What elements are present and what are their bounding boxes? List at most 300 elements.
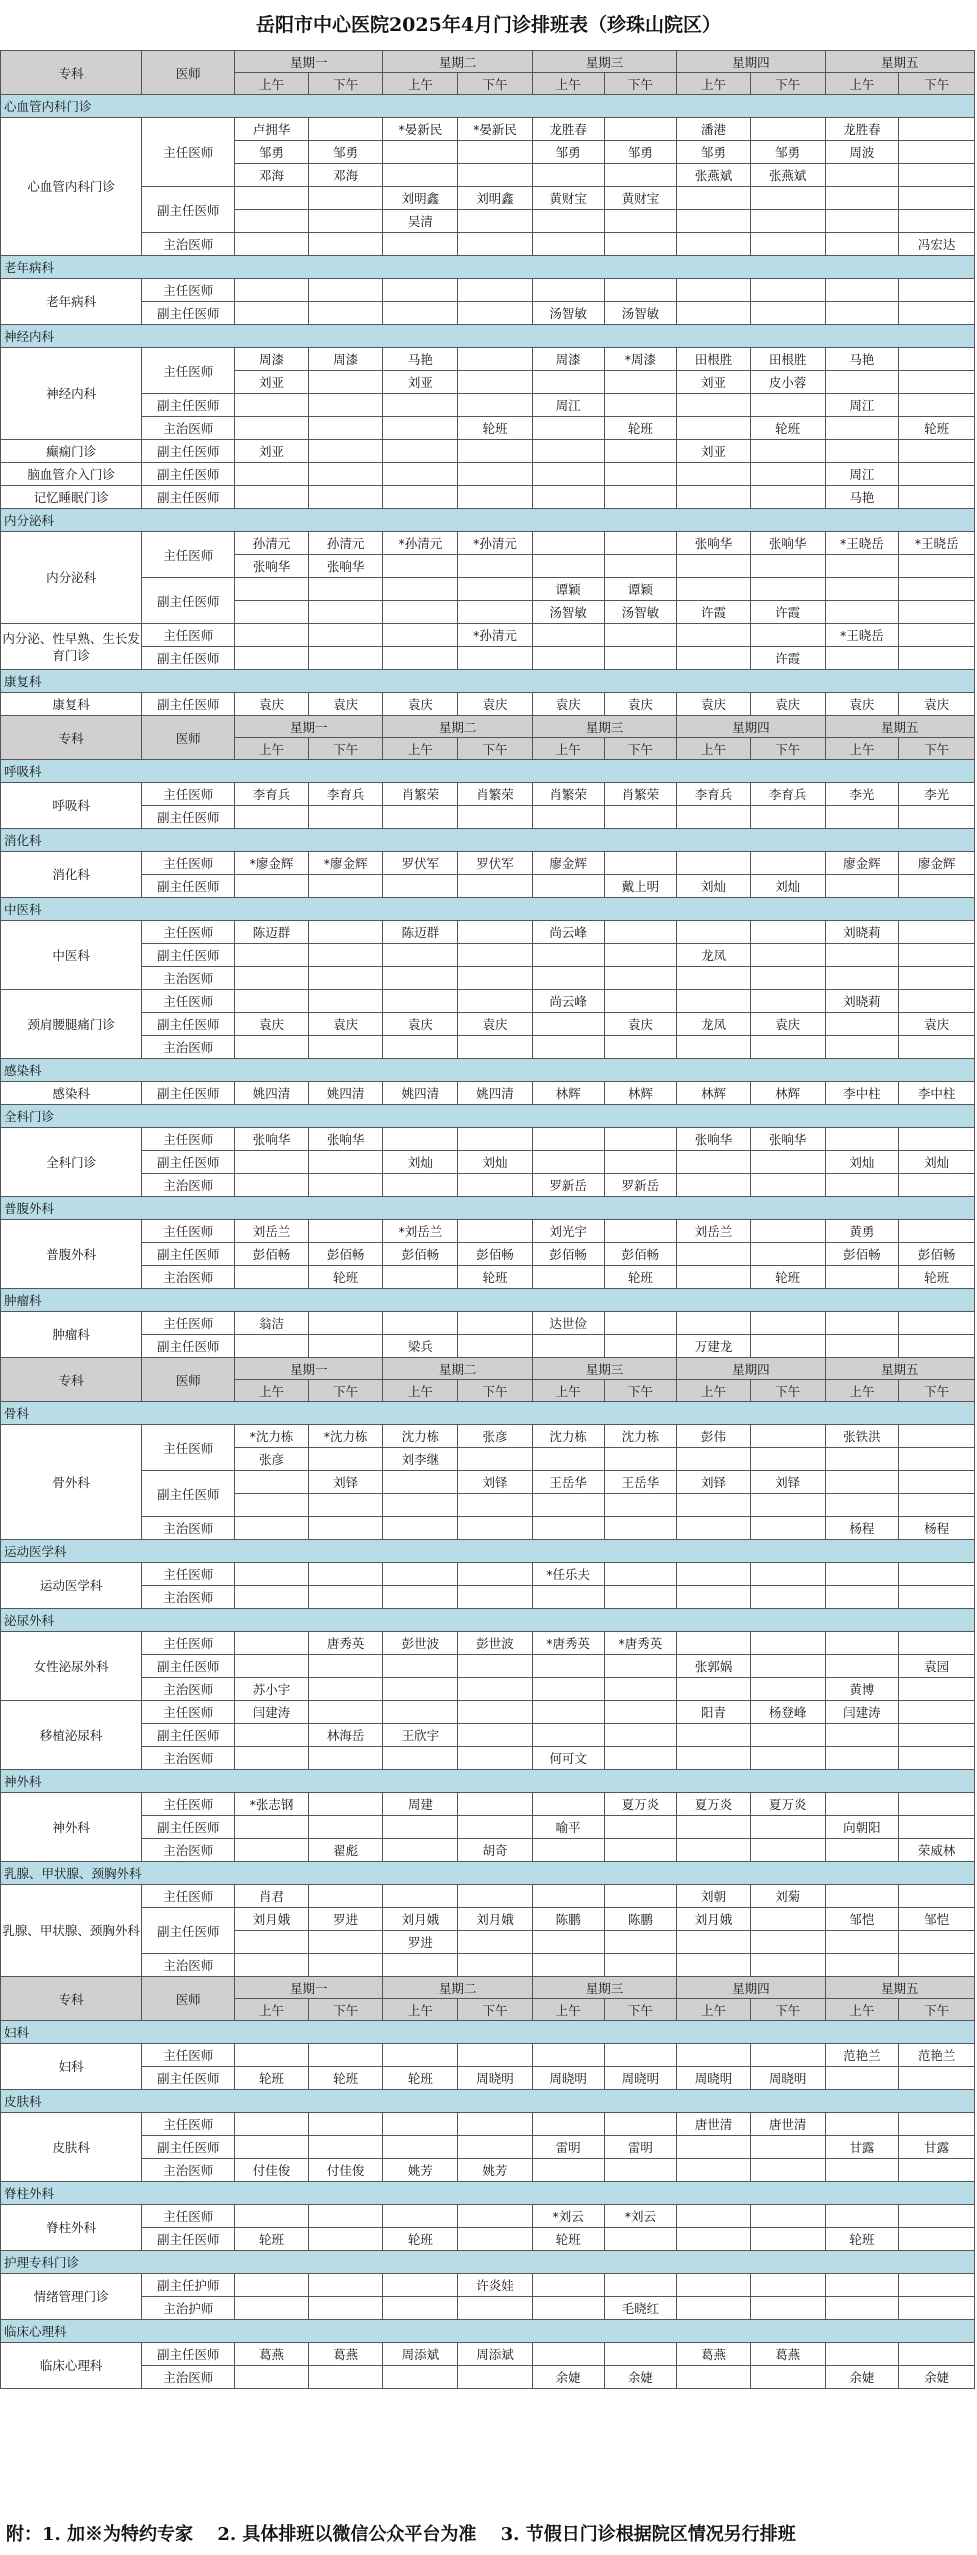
doctor-title: 主任医师 [142,1793,235,1816]
schedule-cell [383,1312,458,1335]
schedule-cell [383,279,458,302]
schedule-cell: 张响华 [750,1128,825,1151]
schedule-cell [235,1747,309,1770]
schedule-cell [677,1632,751,1655]
header-am: 上午 [532,73,604,95]
schedule-cell [677,990,751,1013]
schedule-cell [532,1128,604,1151]
schedule-cell: 姚芳 [383,2159,458,2182]
dept-name: 感染科 [1,1082,142,1105]
schedule-cell [383,1494,458,1517]
schedule-cell [899,302,975,325]
schedule-cell [825,371,899,394]
schedule-cell [458,1312,533,1335]
schedule-cell [825,1724,899,1747]
schedule-cell [750,1448,825,1471]
schedule-cell [899,2159,975,2182]
header-day: 星期三 [532,51,676,73]
schedule-cell [899,1128,975,1151]
schedule-cell [677,1036,751,1059]
table-row [1,2067,975,2090]
schedule-cell [235,967,309,990]
schedule-cell [532,2159,604,2182]
header-am: 上午 [532,1999,604,2021]
schedule-cell: 周江 [825,394,899,417]
dept-name: 肿瘤科 [1,1312,142,1358]
schedule-cell: 谭颖 [532,578,604,601]
table-row [1,921,975,944]
schedule-cell [532,532,604,555]
schedule-cell [899,1174,975,1197]
schedule-cell [899,555,975,578]
schedule-cell: 彭佰畅 [458,1243,533,1266]
schedule-cell [677,921,751,944]
dept-name: 癫痫门诊 [1,440,142,463]
schedule-cell: 刘明鑫 [458,187,533,210]
schedule-cell: 袁庆 [308,1013,383,1036]
schedule-cell [677,486,751,509]
schedule-cell: *沈力栋 [308,1425,383,1448]
schedule-cell [235,394,309,417]
schedule-cell [458,944,533,967]
schedule-cell: 袁庆 [750,693,825,716]
schedule-cell: 陈鹏 [532,1908,604,1931]
schedule-cell: 陈迈群 [235,921,309,944]
schedule-cell: 李育兵 [308,783,383,806]
schedule-cell [677,852,751,875]
doctor-title: 副主任医师 [142,578,235,624]
schedule-cell [383,1586,458,1609]
doctor-title: 主治医师 [142,1954,235,1977]
schedule-cell [677,967,751,990]
schedule-cell [532,1266,604,1289]
schedule-cell [308,2136,383,2159]
table-row [1,233,975,256]
schedule-cell: 彭佰畅 [604,1243,677,1266]
schedule-cell: 轮班 [235,2067,309,2090]
schedule-cell [532,1494,604,1517]
schedule-cell [308,875,383,898]
schedule-cell [899,279,975,302]
schedule-cell [604,1586,677,1609]
schedule-cell: 罗新岳 [604,1174,677,1197]
section-title: 乳腺、甲状腺、颈胸外科 [1,1862,975,1885]
schedule-cell [308,647,383,670]
schedule-cell: *刘云 [604,2205,677,2228]
schedule-cell: 袁庆 [899,693,975,716]
schedule-cell [899,1471,975,1494]
schedule-cell: *周漆 [604,348,677,371]
schedule-cell [899,2228,975,2251]
table-row [1,1151,975,1174]
schedule-cell [383,578,458,601]
schedule-cell [825,1128,899,1151]
schedule-cell: 轮班 [825,2228,899,2251]
schedule-cell: 邓海 [235,164,309,187]
schedule-cell: 彭伟 [677,1425,751,1448]
header-day: 星期一 [235,716,383,738]
schedule-cell [532,1655,604,1678]
section-row [1,1402,975,1425]
schedule-cell: 刘朝 [677,1885,751,1908]
header-day: 星期一 [235,51,383,73]
schedule-cell [899,1954,975,1977]
schedule-cell [604,394,677,417]
schedule-cell [604,990,677,1013]
schedule-cell [235,1632,309,1655]
schedule-cell [308,1678,383,1701]
dept-name: 内分泌科 [1,532,142,624]
doctor-title: 副主任医师 [142,2136,235,2159]
schedule-cell: 夏万炎 [750,1793,825,1816]
schedule-cell: 廖金辉 [825,852,899,875]
schedule-cell [899,141,975,164]
schedule-cell [677,302,751,325]
schedule-cell [604,1701,677,1724]
section-row [1,1540,975,1563]
doctor-title: 副主任医师 [142,1724,235,1747]
doctor-title: 主任医师 [142,2044,235,2067]
schedule-cell: 翟彪 [308,1839,383,1862]
schedule-cell [677,1724,751,1747]
table-row [1,1082,975,1105]
schedule-cell: 林辉 [677,1082,751,1105]
schedule-cell [750,1036,825,1059]
header-day: 星期四 [677,1977,825,1999]
schedule-cell [532,1954,604,1977]
doctor-title: 副主任医师 [142,647,235,670]
schedule-cell [532,555,604,578]
dept-name: 女性泌尿外科 [1,1632,142,1701]
doctor-title: 主任医师 [142,532,235,578]
schedule-cell [677,555,751,578]
schedule-cell [308,1816,383,1839]
schedule-cell: *刘云 [532,2205,604,2228]
schedule-cell [750,394,825,417]
schedule-cell: *唐秀英 [604,1632,677,1655]
header-day: 星期五 [825,1977,974,1999]
schedule-cell [899,1494,975,1517]
schedule-cell [604,1312,677,1335]
schedule-cell: 刘岳兰 [677,1220,751,1243]
doctor-title: 主任医师 [142,1425,235,1471]
schedule-cell [825,1471,899,1494]
section-title: 运动医学科 [1,1540,975,1563]
schedule-cell [308,1747,383,1770]
schedule-cell [308,1448,383,1471]
schedule-cell [750,2044,825,2067]
table-row [1,1632,975,1655]
schedule-cell: 邹恺 [825,1908,899,1931]
header-pm: 下午 [604,1999,677,2021]
schedule-cell: 彭佰畅 [825,1243,899,1266]
schedule-cell [383,1174,458,1197]
schedule-cell [677,2366,751,2389]
schedule-cell: 马艳 [825,348,899,371]
schedule-cell: 轮班 [383,2228,458,2251]
schedule-cell: 彭佰畅 [235,1243,309,1266]
schedule-cell [604,624,677,647]
schedule-cell [235,1517,309,1540]
schedule-cell: 彭佰畅 [308,1243,383,1266]
section-row [1,1862,975,1885]
schedule-cell [308,2044,383,2067]
schedule-cell [308,210,383,233]
schedule-cell [235,1471,309,1494]
schedule-cell [458,1220,533,1243]
schedule-cell: 田根胜 [750,348,825,371]
schedule-cell [825,944,899,967]
header-pm: 下午 [308,1999,383,2021]
schedule-cell: 雷明 [604,2136,677,2159]
schedule-cell [235,1036,309,1059]
schedule-cell: 肖君 [235,1885,309,1908]
schedule-cell: 葛燕 [677,2343,751,2366]
schedule-cell [383,1839,458,1862]
doctor-title: 副主任医师 [142,2343,235,2366]
schedule-cell [604,1931,677,1954]
doctor-title: 主治医师 [142,1266,235,1289]
header-am: 上午 [235,73,309,95]
schedule-cell [825,233,899,256]
schedule-cell [383,141,458,164]
table-row [1,1816,975,1839]
header-pm: 下午 [899,73,975,95]
header-day: 星期三 [532,1358,676,1380]
section-title: 骨科 [1,1402,975,1425]
schedule-cell [235,1174,309,1197]
schedule-cell [899,1335,975,1358]
schedule-body [1,51,975,2389]
schedule-cell [677,1839,751,1862]
dept-name: 记忆睡眠门诊 [1,486,142,509]
schedule-cell: *任乐夫 [532,1563,604,1586]
schedule-cell: 沈力栋 [532,1425,604,1448]
schedule-cell: 袁庆 [458,693,533,716]
schedule-cell [677,1174,751,1197]
schedule-cell [308,601,383,624]
section-title: 神经内科 [1,325,975,348]
schedule-cell [383,1128,458,1151]
schedule-cell [308,440,383,463]
schedule-cell: 刘亚 [677,440,751,463]
table-row [1,944,975,967]
schedule-cell [604,1036,677,1059]
schedule-cell: 夏万炎 [677,1793,751,1816]
schedule-cell [750,944,825,967]
schedule-cell [383,1036,458,1059]
schedule-cell [677,233,751,256]
schedule-cell [458,1724,533,1747]
schedule-cell: 罗伏军 [383,852,458,875]
schedule-cell [235,1151,309,1174]
section-title: 呼吸科 [1,760,975,783]
schedule-cell [825,806,899,829]
schedule-cell: 皮小蓉 [750,371,825,394]
schedule-cell: 田根胜 [677,348,751,371]
schedule-cell [825,555,899,578]
schedule-cell [235,578,309,601]
schedule-cell [308,2274,383,2297]
schedule-cell: 袁庆 [750,1013,825,1036]
schedule-cell [825,875,899,898]
schedule-cell: 罗新岳 [532,1174,604,1197]
schedule-cell [825,164,899,187]
section-row [1,325,975,348]
table-row [1,990,975,1013]
doctor-title: 主任医师 [142,1885,235,1908]
schedule-cell [899,875,975,898]
schedule-cell: 陈鹏 [604,1908,677,1931]
table-row [1,1678,975,1701]
schedule-cell [458,463,533,486]
schedule-cell: 轮班 [458,1266,533,1289]
schedule-cell [458,1586,533,1609]
header-pm: 下午 [604,738,677,760]
schedule-cell: *晏新民 [458,118,533,141]
doctor-title: 主治护师 [142,2297,235,2320]
schedule-cell [899,1632,975,1655]
schedule-cell [677,1563,751,1586]
schedule-cell [825,1036,899,1059]
schedule-cell [532,417,604,440]
schedule-cell [383,1747,458,1770]
header-am: 上午 [825,1380,899,1402]
schedule-cell [383,624,458,647]
dept-name: 神经内科 [1,348,142,440]
schedule-cell [825,1013,899,1036]
schedule-cell [899,2297,975,2320]
schedule-cell [383,1471,458,1494]
schedule-cell: 闫建涛 [235,1701,309,1724]
doctor-title: 主治医师 [142,1174,235,1197]
table-row [1,486,975,509]
schedule-cell [604,1448,677,1471]
schedule-cell [604,486,677,509]
schedule-cell [532,486,604,509]
schedule-cell [899,2113,975,2136]
schedule-cell: 王岳华 [604,1471,677,1494]
schedule-cell [677,394,751,417]
schedule-cell: 袁庆 [604,1013,677,1036]
schedule-cell [899,1885,975,1908]
schedule-cell [383,463,458,486]
header-am: 上午 [383,738,458,760]
schedule-cell: 袁庆 [383,693,458,716]
schedule-cell [383,647,458,670]
doctor-title: 主任医师 [142,1701,235,1724]
schedule-cell: *廖金辉 [308,852,383,875]
schedule-cell [308,2205,383,2228]
page-title: 岳阳市中心医院2025年4月门诊排班表（珍珠山院区） [255,14,722,36]
schedule-cell: 周晓明 [750,2067,825,2090]
schedule-cell [899,624,975,647]
schedule-cell [235,1655,309,1678]
schedule-cell [899,1816,975,1839]
schedule-cell [677,1747,751,1770]
schedule-cell: *廖金辉 [235,852,309,875]
schedule-cell [532,1517,604,1540]
header-pm: 下午 [458,1380,533,1402]
schedule-cell: 谭颖 [604,578,677,601]
section-row [1,760,975,783]
section-row [1,1609,975,1632]
schedule-cell [604,1885,677,1908]
schedule-cell [604,118,677,141]
schedule-cell: 林海岳 [308,1724,383,1747]
schedule-cell: 沈力栋 [604,1425,677,1448]
schedule-cell [308,394,383,417]
schedule-cell [899,1586,975,1609]
schedule-cell [677,1151,751,1174]
dept-name: 神外科 [1,1793,142,1862]
schedule-cell: 周江 [825,463,899,486]
schedule-cell: 肖繁荣 [532,783,604,806]
schedule-cell [458,647,533,670]
dept-name: 临床心理科 [1,2343,142,2389]
dept-name: 乳腺、甲状腺、颈胸外科 [1,1885,142,1977]
schedule-cell [899,990,975,1013]
schedule-cell [825,578,899,601]
doctor-title: 副主任医师 [142,187,235,233]
schedule-cell [825,1335,899,1358]
schedule-cell [899,1724,975,1747]
schedule-cell [677,578,751,601]
doctor-title: 副主任医师 [142,1013,235,1036]
schedule-cell: 彭佰畅 [383,1243,458,1266]
schedule-cell [308,624,383,647]
schedule-cell: 李育兵 [677,783,751,806]
table-row [1,967,975,990]
table-row [1,532,975,555]
schedule-cell [235,417,309,440]
schedule-cell [825,2297,899,2320]
table-row [1,1174,975,1197]
schedule-cell: *唐秀英 [532,1632,604,1655]
schedule-cell: 张响华 [308,555,383,578]
schedule-cell [677,463,751,486]
schedule-cell [532,2113,604,2136]
doctor-title: 副主任医师 [142,1335,235,1358]
schedule-cell [825,1632,899,1655]
header-doctor: 医师 [142,1358,235,1402]
schedule-cell: 肖繁荣 [604,783,677,806]
schedule-cell: 唐世清 [750,2113,825,2136]
schedule-cell: 刘亚 [235,440,309,463]
schedule-cell [458,210,533,233]
schedule-cell [383,417,458,440]
schedule-cell [308,967,383,990]
schedule-cell [235,1931,309,1954]
schedule-cell [677,2205,751,2228]
schedule-cell [308,1151,383,1174]
doctor-title: 主任医师 [142,783,235,806]
table-row [1,1335,975,1358]
schedule-cell [750,210,825,233]
schedule-cell [308,233,383,256]
schedule-cell [458,1931,533,1954]
schedule-cell [825,601,899,624]
table-row [1,279,975,302]
schedule-cell: 邹勇 [308,141,383,164]
schedule-cell [235,302,309,325]
dept-name: 骨外科 [1,1425,142,1540]
schedule-cell [604,1563,677,1586]
schedule-cell [604,371,677,394]
schedule-cell: 姚四清 [383,1082,458,1105]
dept-name: 中医科 [1,921,142,990]
schedule-cell [383,164,458,187]
